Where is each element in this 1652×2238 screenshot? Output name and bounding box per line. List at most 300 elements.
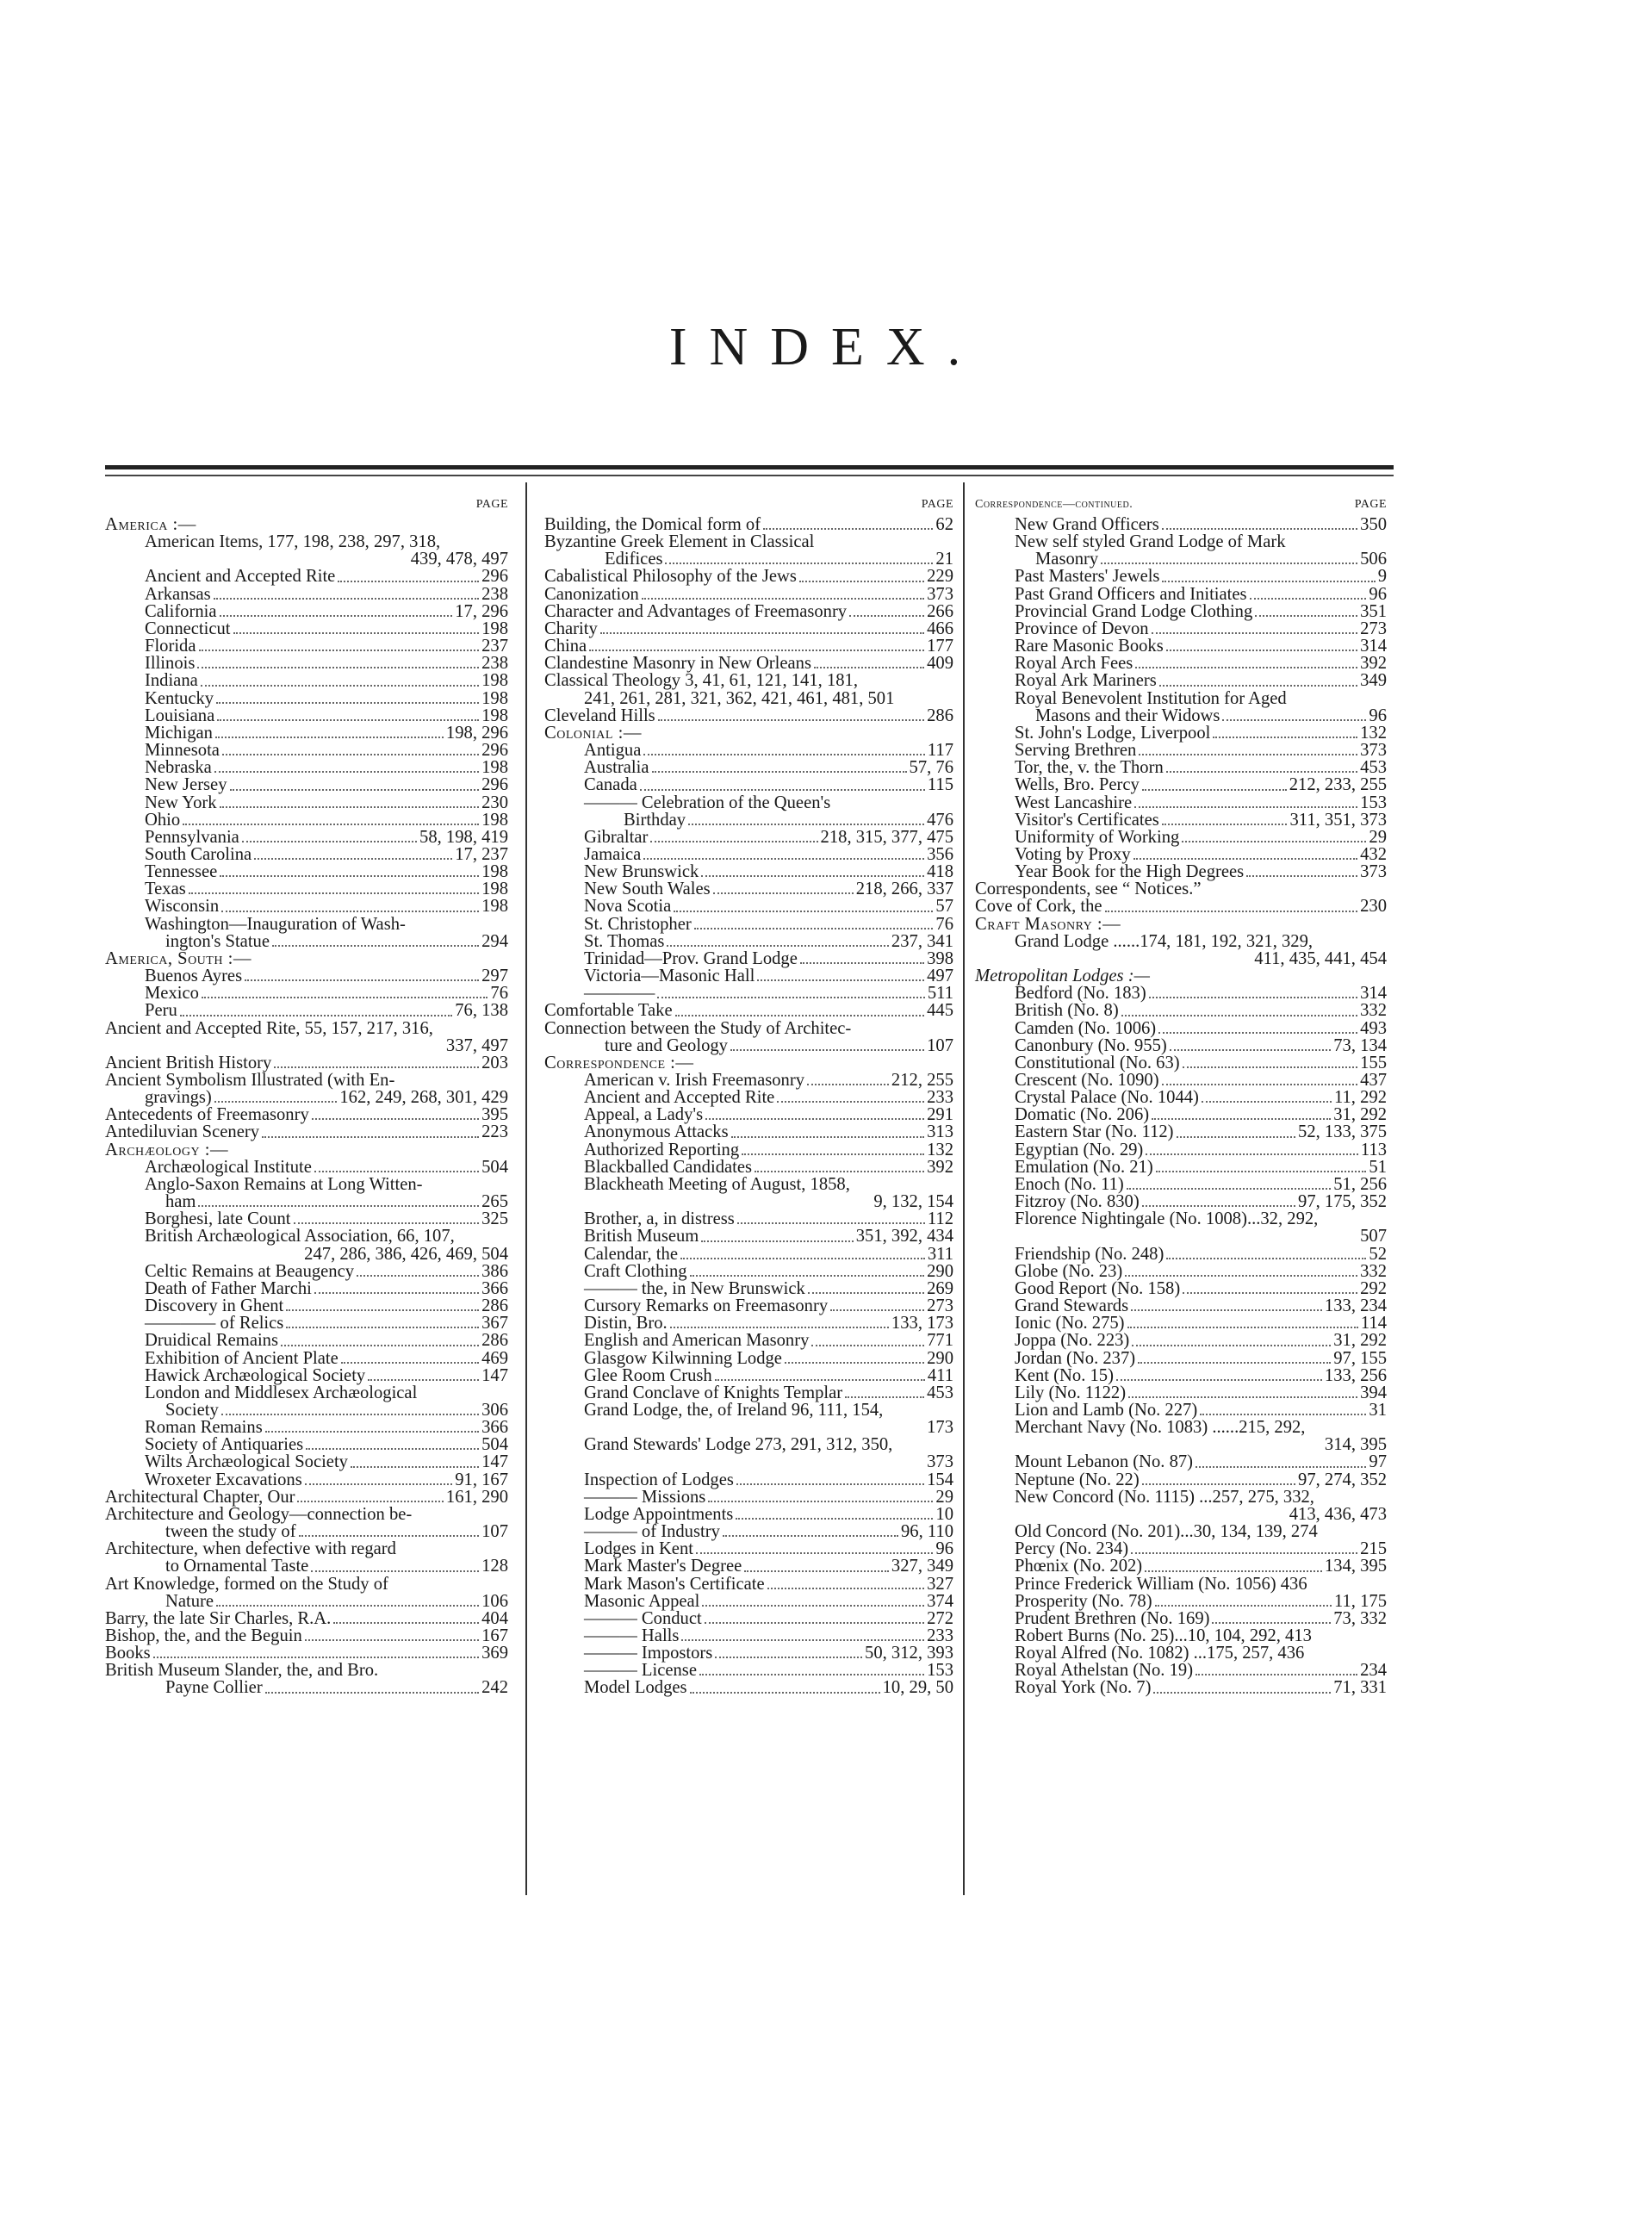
page-number: 332 <box>1360 1001 1387 1021</box>
dot-leader <box>1250 598 1367 600</box>
index-entry <box>544 1523 953 1540</box>
dot-leader <box>306 1448 479 1450</box>
entry-title: ——— Impostors <box>584 1644 713 1663</box>
entry-title: Trinidad—Prov. Grand Lodge <box>584 948 798 968</box>
section-heading: America, South :— <box>105 948 252 968</box>
page-number: 313 <box>927 1122 953 1142</box>
dot-leader <box>305 1639 479 1641</box>
page-number: 76 <box>935 914 953 934</box>
entry-title: Illinois <box>145 654 196 674</box>
page-number: 398 <box>927 948 953 968</box>
index-entry <box>544 1644 953 1662</box>
page-number: 17, 296 <box>455 601 508 621</box>
page-number: 437 <box>1360 1071 1387 1090</box>
index-entry <box>975 1610 1387 1627</box>
index-entry <box>544 1228 953 1245</box>
page-title: INDEX. <box>668 318 984 376</box>
dot-leader <box>640 789 925 791</box>
index-entry-line: Anglo-Saxon Remains at Long Witten- <box>145 1174 423 1194</box>
index-entry <box>544 1627 953 1644</box>
index-entry <box>105 1453 508 1470</box>
index-entry <box>975 811 1387 829</box>
index-entry <box>975 985 1387 1002</box>
index-entry-line: American Items, 177, 198, 238, 297, 318, <box>145 532 441 552</box>
entry-title: Nature <box>165 1591 214 1611</box>
page-number: 58, 198, 419 <box>419 827 508 847</box>
dot-leader <box>1145 1570 1322 1572</box>
index-entry <box>105 1315 508 1332</box>
dot-leader <box>220 875 479 877</box>
section-heading: Archæology :— <box>105 1140 229 1159</box>
entry-title: Payne Collier <box>165 1678 263 1698</box>
page-number: 153 <box>927 1661 953 1681</box>
page-number: 114 <box>1360 1314 1387 1333</box>
page-number: 76, 138 <box>455 1001 508 1021</box>
dot-leader <box>701 875 924 877</box>
page-number: 325 <box>481 1209 508 1229</box>
entry-title: Craft Clothing <box>584 1261 687 1281</box>
dot-leader <box>696 1552 933 1554</box>
entry-title: Clandestine Masonry in New Orleans <box>544 654 811 674</box>
index-entry <box>975 1054 1387 1072</box>
dot-leader <box>1116 1379 1322 1381</box>
index-entry <box>544 1141 953 1159</box>
page-number: 198 <box>481 810 508 830</box>
index-entry-line: ——— Celebration of the Queen's <box>584 793 831 812</box>
entry-title: Books <box>105 1644 151 1663</box>
dot-leader <box>845 1396 924 1398</box>
entry-list <box>544 516 953 1697</box>
index-entry <box>105 967 508 985</box>
page-number: 404 <box>481 1608 508 1628</box>
index-entry <box>975 829 1387 846</box>
dot-leader <box>814 667 924 668</box>
page-refs-continued: 9, 132, 154 <box>873 1192 953 1212</box>
index-entry <box>544 707 953 724</box>
entry-title: Grand Stewards <box>1015 1296 1129 1316</box>
dot-leader <box>1166 771 1357 773</box>
index-entry <box>105 759 508 776</box>
dot-leader <box>1166 650 1357 651</box>
dot-leader <box>702 1605 924 1607</box>
dot-leader <box>220 806 480 808</box>
dot-leader <box>183 824 479 825</box>
index-entry <box>544 1037 953 1054</box>
index-entry <box>975 637 1387 655</box>
entry-title: Mexico <box>145 984 199 1004</box>
index-entry <box>544 1384 953 1402</box>
dot-leader <box>1131 1309 1322 1311</box>
entry-title: Birthday <box>624 810 686 830</box>
entry-title: British Museum <box>584 1227 699 1246</box>
header-rule-thick <box>105 465 1394 469</box>
index-entry <box>544 1280 953 1297</box>
header-rule-thin <box>105 475 1394 476</box>
page-number: 132 <box>927 1140 953 1159</box>
dot-leader <box>736 1483 924 1485</box>
dot-leader <box>670 1327 889 1328</box>
column-header <box>544 495 953 514</box>
page-number: 327, 349 <box>891 1557 953 1576</box>
page-number: 76 <box>490 984 508 1004</box>
index-entry <box>544 776 953 793</box>
index-entry-line: Correspondents, see “ Notices.” <box>975 880 1202 899</box>
index-entry <box>544 1123 953 1141</box>
entry-title: Character and Advantages of Freemasonry <box>544 601 848 621</box>
dot-leader <box>690 1275 925 1277</box>
index-entry <box>544 1471 953 1489</box>
index-entry <box>544 811 953 829</box>
page-number: 286 <box>481 1296 508 1316</box>
entry-title: ——— License <box>584 1661 697 1681</box>
page-number: 50, 312, 393 <box>865 1644 953 1663</box>
dot-leader <box>730 1049 924 1051</box>
entry-title: Texas <box>145 880 186 899</box>
page-number: 493 <box>1360 1018 1387 1038</box>
dot-leader <box>214 1101 338 1103</box>
entry-title: American v. Irish Freemasonry <box>584 1071 805 1090</box>
dot-leader <box>220 615 453 617</box>
entry-title: Buenos Ayres <box>145 967 243 986</box>
dot-leader <box>742 1153 924 1155</box>
dot-leader <box>731 1136 925 1138</box>
page-number: 432 <box>1360 844 1387 864</box>
dot-leader <box>1153 1692 1331 1694</box>
entry-title: New Brunswick <box>584 862 699 882</box>
dot-leader <box>1177 1136 1296 1138</box>
page-number: 97, 175, 352 <box>1298 1192 1387 1212</box>
dot-leader <box>690 1692 880 1694</box>
entry-title: Year Book for the High Degrees <box>1015 862 1245 882</box>
index-entry <box>975 1315 1387 1332</box>
index-entry <box>105 1089 508 1106</box>
dot-leader <box>763 528 933 530</box>
dot-leader <box>808 1292 924 1294</box>
page-number: 367 <box>481 1314 508 1333</box>
entry-title: St. Christopher <box>584 914 692 934</box>
entry-title: Antigua <box>584 741 642 761</box>
entry-title: Rare Masonic Books <box>1015 637 1164 656</box>
entry-title: South Carolina <box>145 844 252 864</box>
entry-title: Ancient and Accepted Rite <box>584 1088 775 1108</box>
page-number: 73, 332 <box>1333 1608 1387 1628</box>
page-number: 112 <box>927 1209 953 1229</box>
index-entry <box>975 1280 1387 1297</box>
page-number: 294 <box>481 931 508 951</box>
page-number: 374 <box>927 1591 953 1611</box>
index-entry <box>975 1141 1387 1159</box>
index-entry <box>975 620 1387 637</box>
index-entry <box>975 1297 1387 1315</box>
entry-title: ———— of Relics <box>145 1314 284 1333</box>
dot-leader <box>713 892 854 894</box>
dot-leader <box>311 1570 479 1572</box>
entry-title: Distin, Bro. <box>584 1314 668 1333</box>
index-entry <box>975 1402 1387 1419</box>
dot-leader <box>297 1501 443 1502</box>
page-number: 133, 173 <box>891 1314 953 1333</box>
dot-leader <box>189 892 479 894</box>
index-entry <box>544 1367 953 1384</box>
page-number: 506 <box>1360 550 1387 569</box>
entry-title: Serving Brethren <box>1015 741 1137 761</box>
index-entry <box>544 846 953 863</box>
entry-title: Antecedents of Freemasonry <box>105 1105 309 1125</box>
index-entry <box>544 863 953 880</box>
entry-title: China <box>544 637 587 656</box>
dot-leader <box>1146 1153 1358 1155</box>
page-number: 286 <box>927 706 953 725</box>
index-entry <box>544 1350 953 1367</box>
page-refs-continued: 247, 286, 386, 426, 469, 504 <box>304 1244 508 1264</box>
entry-title: Royal Ark Mariners <box>1015 671 1157 691</box>
page-number: 96 <box>1369 706 1387 725</box>
index-entry-line: Ancient and Accepted Rite, 55, 157, 217, 316, <box>105 1018 433 1038</box>
index-entry <box>544 603 953 620</box>
page-number: 212, 233, 255 <box>1289 775 1387 795</box>
index-column-2 <box>544 495 953 1697</box>
dot-leader <box>199 650 480 651</box>
dot-leader <box>600 632 924 634</box>
page-number: 52 <box>1369 1244 1387 1264</box>
dot-leader <box>1138 1362 1331 1364</box>
index-entry-line: Architecture and Geology—connection be- <box>105 1504 413 1524</box>
page-number: 286 <box>481 1331 508 1351</box>
index-entry <box>544 637 953 655</box>
entry-title: Blackballed Candidates <box>584 1157 753 1177</box>
dot-leader <box>338 581 479 582</box>
page-number: 73, 134 <box>1333 1035 1387 1055</box>
index-entry <box>975 1453 1387 1470</box>
entry-title: Kent (No. 15) <box>1015 1365 1114 1385</box>
page-number: 306 <box>481 1400 508 1420</box>
page-number: 369 <box>481 1644 508 1663</box>
entry-title: Victoria—Masonic Hall <box>584 967 755 986</box>
dot-leader <box>667 945 888 947</box>
index-entry <box>975 1540 1387 1557</box>
entry-title: Friendship (No. 248) <box>1015 1244 1164 1264</box>
index-entry <box>105 863 508 880</box>
index-entry-line: Robert Burns (No. 25)...10, 104, 292, 413 <box>1015 1626 1312 1645</box>
page-label: PAGE <box>921 498 953 511</box>
page-refs-continued: 173 <box>927 1418 953 1438</box>
dot-leader <box>357 1275 479 1277</box>
page-number: 350 <box>1360 515 1387 534</box>
page-number: 31, 292 <box>1333 1331 1387 1351</box>
entry-title: Society of Antiquaries <box>145 1435 304 1455</box>
index-entry <box>105 1054 508 1072</box>
index-entry <box>975 672 1387 689</box>
entry-title: New Grand Officers <box>1015 515 1159 534</box>
index-entry <box>544 933 953 950</box>
page-number: 238 <box>481 654 508 674</box>
entry-title: Inspection of Lodges <box>584 1470 734 1489</box>
dot-leader <box>202 997 488 998</box>
entry-title: Tor, the, v. the Thorn <box>1015 758 1164 778</box>
dot-leader <box>755 1171 924 1172</box>
entry-title: Good Report (No. 158) <box>1015 1278 1181 1298</box>
index-entry <box>105 776 508 793</box>
entry-title: Nebraska <box>145 758 212 778</box>
page-number: 366 <box>481 1278 508 1298</box>
column-divider-2 <box>963 482 965 1895</box>
page-number: 215 <box>1360 1539 1387 1559</box>
entry-title: Nova Scotia <box>584 897 672 917</box>
entry-title: Antediluvian Scenery <box>105 1122 259 1142</box>
index-entry <box>975 550 1387 568</box>
dot-leader <box>368 1379 479 1381</box>
page-number: 51 <box>1369 1157 1387 1177</box>
dot-leader <box>1162 528 1357 530</box>
entry-title: Cleveland Hills <box>544 706 655 725</box>
page-number: 296 <box>481 567 508 587</box>
dot-leader <box>1156 1171 1367 1172</box>
section-heading: Colonial :— <box>544 723 642 743</box>
index-entry <box>975 1471 1387 1489</box>
entry-title: Glasgow Kilwinning Lodge <box>584 1348 782 1368</box>
dot-leader <box>1101 563 1357 564</box>
entry-title: Mark Master's Degree <box>584 1557 742 1576</box>
index-entry <box>105 1193 508 1210</box>
page-number: 314 <box>1360 984 1387 1004</box>
entry-title: Connecticut <box>145 619 231 638</box>
index-entry <box>975 1384 1387 1402</box>
entry-title: ham <box>165 1192 196 1212</box>
entry-title: Globe (No. 23) <box>1015 1261 1123 1281</box>
page-number: 133, 256 <box>1324 1365 1387 1385</box>
page-number: 11, 175 <box>1333 1591 1387 1611</box>
entry-title: Canonization <box>544 584 639 604</box>
dot-leader <box>777 1101 924 1103</box>
entry-title: Mount Lebanon (No. 87) <box>1015 1452 1194 1472</box>
index-entry <box>544 967 953 985</box>
page-number: 134, 395 <box>1324 1557 1387 1576</box>
entry-title: to Ornamental Taste <box>165 1557 309 1576</box>
entry-title: New South Wales <box>584 880 711 899</box>
dot-leader <box>1212 1622 1331 1624</box>
index-entry <box>975 1123 1387 1141</box>
dot-leader <box>785 1362 924 1364</box>
dot-leader <box>230 789 480 791</box>
entry-title: Ancient British History <box>105 1053 272 1072</box>
page-number: 290 <box>927 1348 953 1368</box>
entry-title: Fitzroy (No. 830) <box>1015 1192 1140 1212</box>
page-number: 62 <box>935 515 953 534</box>
entry-title: Charity <box>544 619 598 638</box>
index-entry <box>105 1644 508 1662</box>
index-entry <box>105 1402 508 1419</box>
page-number: 453 <box>927 1383 953 1402</box>
page-number: 29 <box>935 1487 953 1507</box>
index-entry <box>105 1123 508 1141</box>
dot-leader <box>674 911 933 912</box>
index-entry-line: Royal Alfred (No. 1082) ...175, 257, 436 <box>1015 1644 1305 1663</box>
index-entry <box>975 1263 1387 1280</box>
index-entry <box>975 898 1387 915</box>
index-entry <box>975 1662 1387 1679</box>
dot-leader <box>643 754 925 755</box>
index-entry <box>975 846 1387 863</box>
index-entry <box>544 880 953 898</box>
dot-leader <box>652 771 907 773</box>
dot-leader <box>744 1570 889 1572</box>
page-number: 153 <box>1360 793 1387 812</box>
index-entry <box>544 1506 953 1523</box>
index-entry <box>975 1037 1387 1054</box>
entry-title: Ancient and Accepted Rite <box>145 567 336 587</box>
index-entry <box>544 1159 953 1176</box>
index-entry <box>544 550 953 568</box>
index-entry <box>975 759 1387 776</box>
entry-title: Cursory Remarks on Freemasonry <box>584 1296 829 1316</box>
index-entry-line: 241, 261, 281, 321, 362, 421, 461, 481, 501 <box>584 688 895 708</box>
page-number: 10, 29, 50 <box>882 1678 953 1698</box>
page-number: 476 <box>927 810 953 830</box>
index-entry <box>975 1020 1387 1037</box>
page-number: 238 <box>481 584 508 604</box>
page-number: 115 <box>927 775 953 795</box>
dot-leader <box>1155 1605 1332 1607</box>
entry-title: Druidical Remains <box>145 1331 278 1351</box>
entry-title: Society <box>165 1400 219 1420</box>
index-entry <box>544 1662 953 1679</box>
page-number: 327 <box>927 1574 953 1594</box>
dot-leader <box>180 1015 452 1016</box>
page-number: 147 <box>481 1365 508 1385</box>
page-number: 117 <box>927 741 953 761</box>
index-entry <box>544 568 953 585</box>
page-number: 96, 110 <box>900 1522 953 1542</box>
entry-title: Emulation (No. 21) <box>1015 1157 1153 1177</box>
entry-title: Comfortable Take <box>544 1001 673 1021</box>
index-entry <box>105 933 508 950</box>
dot-leader <box>800 962 924 964</box>
page-number: 198 <box>481 758 508 778</box>
index-entry-line: Byzantine Greek Element in Classical <box>544 532 815 552</box>
entry-title: ———— <box>584 984 655 1004</box>
entry-title: Bedford (No. 183) <box>1015 984 1146 1004</box>
page-number: 233 <box>927 1088 953 1108</box>
index-entry <box>544 759 953 776</box>
dot-leader <box>1196 1674 1357 1675</box>
index-entry <box>544 1002 953 1019</box>
index-entry <box>105 1557 508 1575</box>
entry-title: Mark Mason's Certificate <box>584 1574 765 1594</box>
entry-title: ——— the, in New Brunswick <box>584 1278 805 1298</box>
entry-title: Phœnix (No. 202) <box>1015 1557 1143 1576</box>
index-entry <box>544 1540 953 1557</box>
page-number: 177 <box>927 637 953 656</box>
page-number: 29 <box>1369 827 1387 847</box>
page-number: 51, 256 <box>1333 1174 1387 1194</box>
entry-title: British (No. 8) <box>1015 1001 1119 1021</box>
entry-title: Tennessee <box>145 862 218 882</box>
page-number: 162, 249, 268, 301, 429 <box>339 1088 508 1108</box>
dot-leader <box>715 1379 925 1381</box>
index-entry <box>544 1106 953 1123</box>
dot-leader <box>201 685 479 687</box>
entry-title: Minnesota <box>145 741 220 761</box>
entry-title: English and American Masonry <box>584 1331 810 1351</box>
dot-leader <box>294 1222 480 1224</box>
page-number: 349 <box>1360 671 1387 691</box>
page-number: 314 <box>1360 637 1387 656</box>
index-entry <box>975 516 1387 533</box>
entry-title: Brother, a, in distress <box>584 1209 735 1229</box>
dot-leader <box>675 1015 925 1016</box>
index-entry-line: Art Knowledge, formed on the Study of <box>105 1574 388 1594</box>
page-number: 296 <box>481 775 508 795</box>
